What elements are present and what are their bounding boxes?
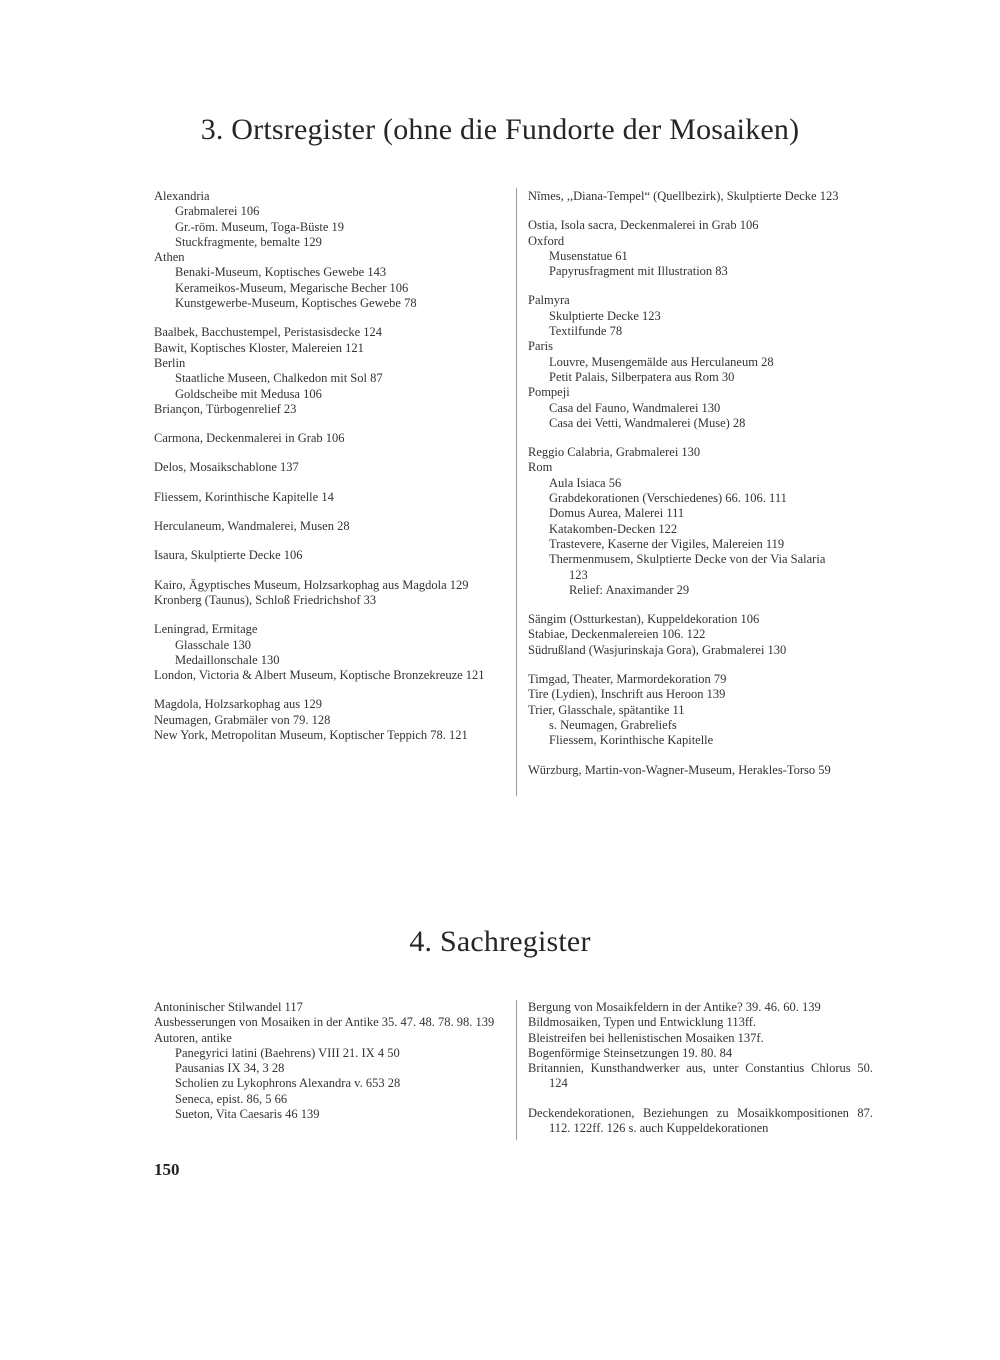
index-entry: Katakomben-Decken 122 — [549, 521, 678, 536]
index-entry: Bergung von Mosaikfeldern in der Antike? 39. 46. 60. 139 — [528, 1000, 821, 1014]
index-entry: London, Victoria & Albert Museum, Koptische Bronzekreuze 121 — [154, 668, 485, 683]
index-entry: Neumagen, Grabmäler von 79. 128 — [154, 712, 331, 727]
index-entry: Athen — [154, 250, 185, 265]
index-entry: Sueton, Vita Caesaris 46 139 — [175, 1107, 320, 1122]
column-divider — [516, 188, 517, 796]
index-entry: Panegyrici latini (Baehrens) VIII 21. IX 4 50 — [175, 1045, 400, 1060]
index-entry: Briançon, Türbogenrelief 23 — [154, 401, 297, 416]
index-entry: s. Neumagen, Grabreliefs — [549, 717, 677, 732]
index-entry: Louvre, Musengemälde aus Herculaneum 28 — [549, 354, 774, 369]
index-entry: Ostia, Isola sacra, Deckenmalerei in Grab 106 — [528, 218, 759, 233]
index-entry: Ausbesserungen von Mosaiken in der Antike 35. 47. 48. 78. 98. 139 — [154, 1015, 495, 1030]
index-entry: Fliessem, Korinthische Kapitelle — [549, 733, 714, 748]
index-entry: Carmona, Deckenmalerei in Grab 106 — [154, 431, 345, 446]
index-entry: Herculaneum, Wandmalerei, Musen 28 — [154, 519, 350, 534]
index-entry: Bleistreifen bei hellenistischen Mosaiken 137f. — [528, 1030, 764, 1045]
index-entry: Gr.-röm. Museum, Toga-Büste 19 — [175, 219, 345, 234]
index-entry: Delos, Mosaikschablone 137 — [154, 460, 299, 475]
page-number: 150 — [154, 1160, 180, 1179]
section-4-title: 4. Sachregister — [409, 925, 591, 958]
index-entry: Pompeji — [528, 385, 570, 400]
index-entry: Pausanias IX 34, 3 28 — [175, 1061, 285, 1076]
index-entry: Antoninischer Stilwandel 117 — [154, 1000, 303, 1014]
index-entry: Bogenförmige Steinsetzungen 19. 80. 84 — [528, 1045, 733, 1060]
index-entry: Magdola, Holzsarkophag aus 129 — [154, 697, 323, 712]
index-entry: Tire (Lydien), Inschrift aus Heroon 139 — [528, 687, 726, 702]
index-entry: Paris — [528, 339, 553, 354]
section-3-right-column — [528, 189, 878, 778]
index-entry: Thermenmusem, Skulptierte Decke von der Via Salaria — [549, 552, 826, 567]
index-entry: Kerameikos-Museum, Megarische Becher 106 — [175, 280, 409, 295]
index-entry: Alexandria — [154, 189, 210, 203]
index-entry: Kunstgewerbe-Museum, Koptisches Gewebe 78 — [175, 296, 417, 311]
index-entry: Glasschale 130 — [175, 637, 252, 652]
index-entry: 123 — [569, 567, 588, 582]
index-entry: Seneca, epist. 86, 5 66 — [175, 1091, 288, 1106]
index-entry: Autoren, antike — [154, 1030, 232, 1045]
index-entry: Papyrusfragment mit Illustration 83 — [549, 264, 728, 279]
index-entry: Grabdekorationen (Verschiedenes) 66. 106. 111 — [549, 491, 787, 506]
index-entry: Rom — [528, 460, 553, 475]
index-entry: Skulptierte Decke 123 — [549, 308, 661, 323]
index-entry: Benaki-Museum, Koptisches Gewebe 143 — [175, 265, 387, 280]
section-4-left-column — [154, 1000, 504, 1122]
index-entry: Isaura, Skulptierte Decke 106 — [154, 548, 303, 563]
index-entry: Timgad, Theater, Marmordekoration 79 — [528, 672, 727, 687]
index-entry: Musenstatue 61 — [549, 248, 628, 263]
index-entry: Würzburg, Martin-von-Wagner-Museum, Herakles-Torso 59 — [528, 762, 831, 777]
index-entry: Scholien zu Lykophrons Alexandra v. 653 28 — [175, 1076, 401, 1091]
index-entry: Staatliche Museen, Chalkedon mit Sol 87 — [175, 371, 383, 386]
index-entry: Relief: Anaximander 29 — [569, 582, 690, 597]
section-4-right-column — [528, 1000, 873, 1136]
index-entry: Oxford — [528, 233, 565, 248]
index-entry: Bildmosaiken, Typen und Entwicklung 113ff. — [528, 1015, 757, 1030]
index-entry: Petit Palais, Silberpatera aus Rom 30 — [549, 369, 735, 384]
index-entry: Medaillonschale 130 — [175, 652, 280, 667]
index-entry: New York, Metropolitan Museum, Koptischer Teppich 78. 121 — [154, 728, 468, 743]
index-entry: Goldscheibe mit Medusa 106 — [175, 386, 322, 401]
index-entry: Casa del Fauno, Wandmalerei 130 — [549, 400, 721, 415]
index-entry: Fliessem, Korinthische Kapitelle 14 — [154, 489, 334, 504]
index-entry: Berlin — [154, 355, 186, 370]
index-entry: Sängim (Ostturkestan), Kuppeldekoration 106 — [528, 612, 760, 627]
index-entry: Domus Aurea, Malerei 111 — [549, 506, 685, 521]
index-entry: Reggio Calabria, Grabmalerei 130 — [528, 445, 701, 460]
index-entry: Palmyra — [528, 293, 570, 308]
index-entry: Trastevere, Kaserne der Vigiles, Malereien 119 — [549, 536, 785, 551]
index-entry: Britannien, Kunsthandwerker aus, unter Constantius Chlorus 50. 124 — [528, 1061, 873, 1091]
index-entry: Casa dei Vetti, Wandmalerei (Muse) 28 — [549, 415, 746, 430]
column-divider — [516, 1000, 517, 1140]
index-entry: Leningrad, Ermitage — [154, 622, 258, 637]
index-entry: Kronberg (Taunus), Schloß Friedrichshof 33 — [154, 592, 377, 607]
index-entry: Stuckfragmente, bemalte 129 — [175, 234, 322, 249]
section-3-title: 3. Ortsregister (ohne die Fundorte der Mosaiken) — [200, 113, 800, 146]
index-entry: Aula Isiaca 56 — [549, 475, 622, 490]
section-3-left-column — [154, 189, 508, 743]
index-entry: Trier, Glasschale, spätantike 11 — [528, 702, 685, 717]
index-entry: Bawit, Koptisches Kloster, Malereien 121 — [154, 340, 364, 355]
index-entry: Stabiae, Deckenmalereien 106. 122 — [528, 627, 706, 642]
index-entry: Deckendekorationen, Beziehungen zu Mosaikkompositionen 87. 112. 122ff. 126 s. auch Kuppeldekorationen — [528, 1105, 873, 1136]
index-entry: Kairo, Ägyptisches Museum, Holzsarkophag aus Magdola 129 — [154, 577, 469, 592]
index-entry: Nîmes, ,,Diana-Tempel“ (Quellbezirk), Skulptierte Decke 123 — [528, 189, 839, 203]
index-entry: Baalbek, Bacchustempel, Peristasisdecke 124 — [154, 325, 383, 340]
index-entry: Grabmalerei 106 — [175, 204, 260, 219]
index-entry: Südrußland (Wasjurinskaja Gora), Grabmalerei 130 — [528, 642, 787, 657]
index-entry: Textilfunde 78 — [549, 324, 623, 339]
